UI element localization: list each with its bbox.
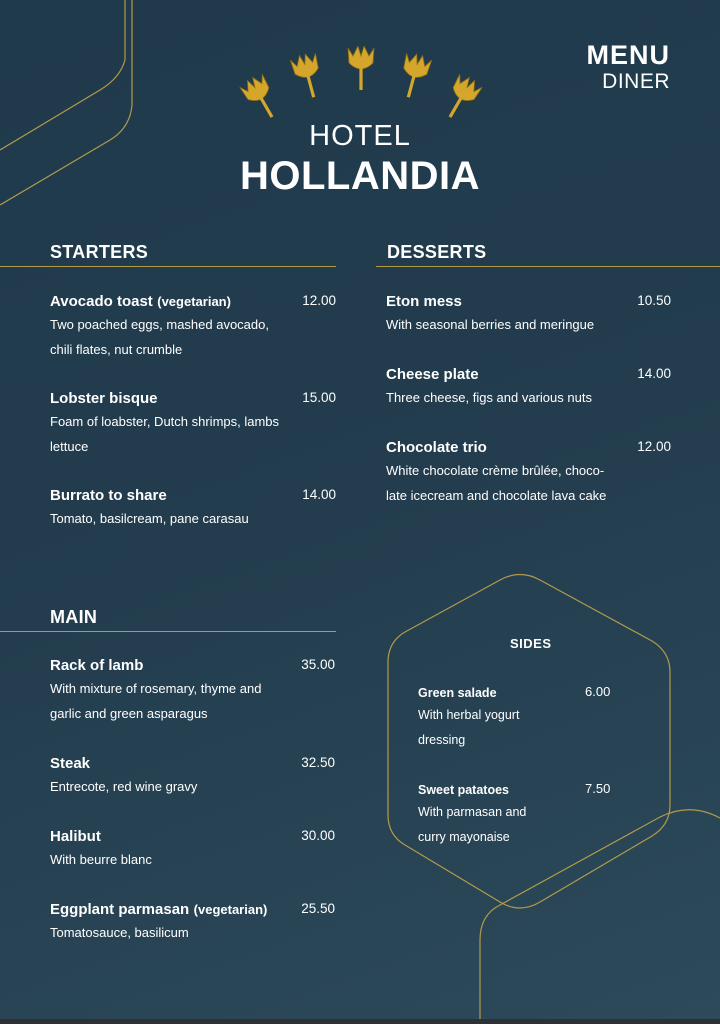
item-description: Foam of loabster, Dutch shrimps, lambs lettuce [50, 414, 280, 454]
item-tag: (vegetarian) [157, 294, 231, 309]
item-name: Burrato to share [50, 487, 167, 504]
side-description: With herbal yogurt dressing [418, 708, 520, 747]
item-description: Tomato, basilcream, pane carasau [50, 511, 249, 526]
item-price: 15.00 [302, 390, 336, 405]
menu-item [386, 293, 671, 337]
item-description: Tomatosauce, basilicum [50, 925, 189, 940]
menu-item [50, 901, 335, 945]
tulip-logo [236, 46, 486, 126]
hotel-label: HOTEL [309, 120, 411, 152]
item-price: 32.50 [301, 755, 335, 770]
item-name: Avocado toast [50, 293, 153, 310]
desserts-divider [376, 266, 720, 267]
menu-item [50, 828, 335, 872]
bottom-edge [0, 1019, 720, 1024]
menu-item [50, 487, 336, 531]
item-price: 30.00 [301, 828, 335, 843]
item-description: With seasonal berries and meringue [386, 317, 595, 332]
menu-subtitle: DINER [602, 70, 670, 93]
menu-item [386, 366, 671, 410]
menu-item [386, 439, 671, 508]
side-name: Green salade [418, 686, 497, 700]
side-price: 7.50 [585, 781, 611, 796]
item-price: 14.00 [637, 366, 671, 381]
side-price: 6.00 [585, 684, 611, 699]
desserts-heading: DESSERTS [387, 242, 487, 262]
side-name: Sweet patatoes [418, 783, 510, 797]
main-heading: MAIN [50, 607, 98, 627]
item-description: Entrecote, red wine gravy [50, 779, 198, 794]
item-name: Eton mess [386, 293, 462, 310]
item-name: Chocolate trio [386, 439, 487, 456]
hotel-name: HOLLANDIA [239, 154, 481, 198]
menu-title: MENU [586, 40, 670, 70]
side-item [418, 684, 613, 753]
item-price: 14.00 [302, 487, 336, 502]
starters-heading: STARTERS [50, 242, 149, 262]
menu-item [50, 390, 336, 459]
menu-item [50, 755, 335, 799]
item-name: Cheese plate [386, 366, 479, 383]
sides-heading: SIDES [510, 636, 552, 651]
side-item [418, 781, 613, 850]
item-price: 12.00 [637, 439, 671, 454]
main-divider [0, 631, 336, 632]
item-name: Steak [50, 755, 91, 772]
item-price: 25.50 [301, 901, 335, 916]
side-description: With parmasan and curry mayonaise [418, 805, 527, 844]
item-description: Two poached eggs, mashed avocado, chili flates, nut crumble [50, 317, 269, 357]
item-price: 10.50 [637, 293, 671, 308]
item-description: With mixture of rosemary, thyme and garlic and green asparagus [50, 681, 262, 721]
menu-item [50, 293, 336, 362]
item-description: With beurre blanc [50, 852, 152, 867]
item-name: Rack of lamb [50, 657, 144, 674]
starters-divider [0, 266, 336, 267]
item-description: White chocolate crème brûlée, choco- late icecream and chocolate lava cake [386, 463, 607, 503]
item-price: 12.00 [302, 293, 336, 308]
item-name: Eggplant parmasan [50, 901, 190, 918]
item-name: Halibut [50, 828, 101, 845]
item-tag: (vegetarian) [193, 902, 268, 917]
item-price: 35.00 [301, 657, 335, 672]
item-description: Three cheese, figs and various nuts [386, 390, 592, 405]
item-name: Lobster bisque [50, 390, 158, 407]
menu-item [50, 657, 335, 726]
